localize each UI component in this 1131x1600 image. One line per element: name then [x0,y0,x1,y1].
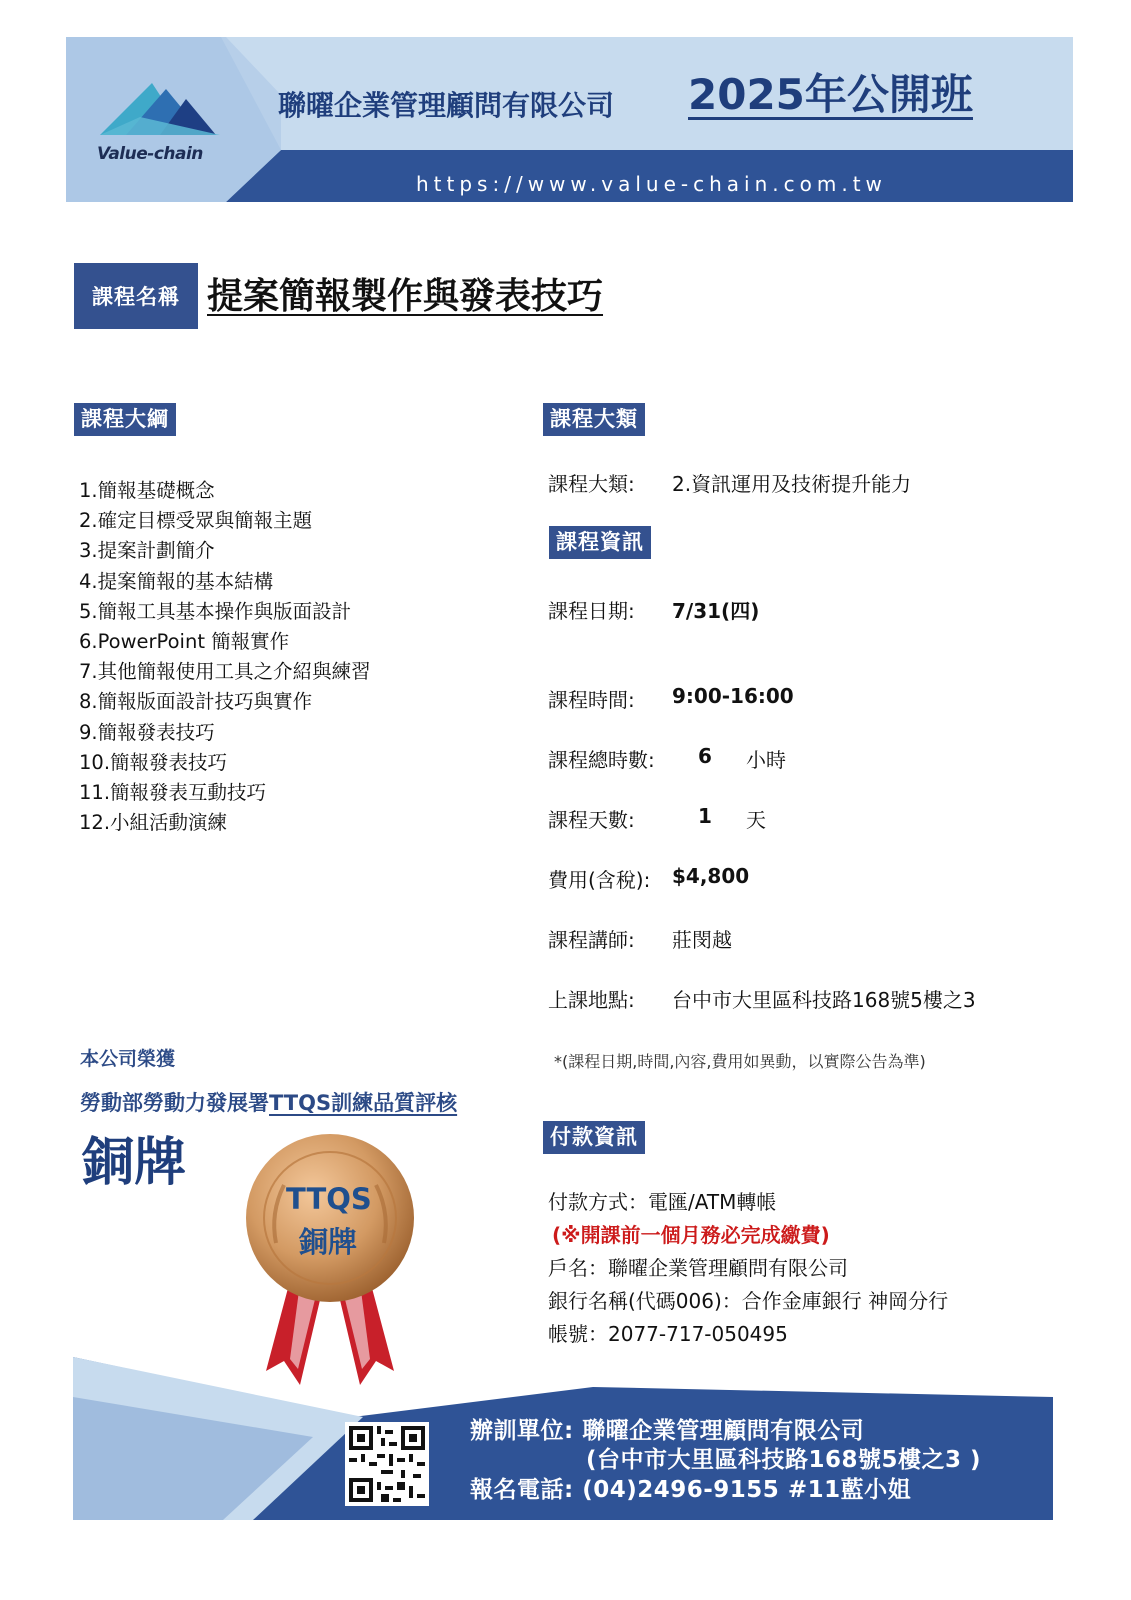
category-label: 課程大類: [548,472,635,496]
fee-row [548,864,1048,893]
time-value: 9:00-16:00 [672,684,794,708]
year-title: 2025年公開班 [688,70,973,119]
footer-phone[interactable]: 報名電話: (04)2496-9155 #11藍小姐 [470,1477,912,1503]
brand-name: Value-chain [97,144,203,164]
hours-unit: 小時 [746,748,786,772]
teacher-row [548,924,1048,953]
qr-code-icon[interactable] [345,1422,429,1506]
days-value: 1 [698,804,712,828]
website-url[interactable]: https://www.value-chain.com.tw [416,172,887,196]
course-name: 提案簡報製作與發表技巧 [207,276,604,317]
medal-text-ttqs: TTQS [286,1182,372,1216]
footer-organizer: 辦訓單位: 聯曜企業管理顧問有限公司 [470,1418,865,1444]
course-name-tag: 課程名稱 [74,263,198,329]
outline-item: 5.簡報工具基本操作與版面設計 [79,599,352,623]
days-row [548,804,1048,833]
outline-item: 7.其他簡報使用工具之介紹與練習 [79,660,371,684]
outline-item: 11.簡報發表互動技巧 [79,780,267,804]
hours-value: 6 [698,744,712,768]
payment-bank: 銀行名稱(代碼006)：合作金庫銀行 神岡分行 [548,1289,949,1313]
outline-item: 9.簡報發表技巧 [79,720,215,744]
date-value: 7/31(四) [672,599,760,623]
outline-item: 2.確定目標受眾與簡報主題 [79,509,313,533]
location-value: 台中市大里區科技路168號5樓之3 [672,988,976,1012]
days-label: 課程天數: [548,808,635,832]
payment-account-number: 帳號：2077-717-050495 [548,1322,788,1346]
company-title: 聯曜企業管理顧問有限公司 [278,89,615,122]
outline-item: 12.小組活動演練 [79,811,228,835]
footer-address: (台中市大里區科技路168號5樓之3 ) [586,1447,982,1473]
time-row [548,684,1048,713]
payment-account-name: 戶名：聯曜企業管理顧問有限公司 [548,1256,848,1280]
award-line [80,1087,457,1117]
outline-item: 3.提案計劃簡介 [79,539,215,563]
date-label: 課程日期: [548,599,635,623]
hours-row [548,744,1048,773]
medal-text-bronze: 銅牌 [298,1225,357,1259]
award-bronze-title: 銅牌 [82,1133,187,1193]
location-row [548,984,1068,1013]
days-unit: 天 [746,808,766,832]
teacher-label: 課程講師: [548,928,635,952]
header-banner [66,37,1073,202]
hours-label: 課程總時數: [548,748,655,772]
outline-item: 6.PowerPoint 簡報實作 [79,629,290,653]
outline-item: 10.簡報發表技巧 [79,750,228,774]
category-tag: 課程大類 [543,403,645,436]
teacher-value: 莊閔越 [672,928,732,952]
date-row [548,595,1048,624]
outline-item: 8.簡報版面設計技巧與實作 [79,690,313,714]
fee-value: $4,800 [672,864,750,888]
award-line-ttqs: TTQS訓練品質評核 [269,1091,458,1115]
award-line-prefix: 勞動部勞動力發展署 [80,1091,269,1115]
value-chain-logo-icon [100,77,220,139]
outline-item: 1.簡報基礎概念 [79,479,215,502]
award-intro: 本公司榮獲 [80,1048,176,1070]
location-label: 上課地點: [548,988,635,1012]
fee-label: 費用(含稅): [548,868,651,892]
category-value: 2.資訊運用及技術提升能力 [672,472,912,496]
outline-list [79,476,371,838]
time-label: 課程時間: [548,688,635,712]
outline-tag: 課程大綱 [74,403,176,436]
payment-tag: 付款資訊 [543,1121,645,1154]
payment-warning: (※開課前一個月務必完成繳費) [552,1223,830,1247]
outline-item: 4.提案簡報的基本結構 [79,569,274,593]
payment-method: 付款方式：電匯/ATM轉帳 [548,1190,777,1214]
info-note: *(課程日期,時間,內容,費用如異動，以實際公告為準) [554,1052,926,1071]
category-row [548,468,912,497]
info-tag: 課程資訊 [549,526,651,559]
